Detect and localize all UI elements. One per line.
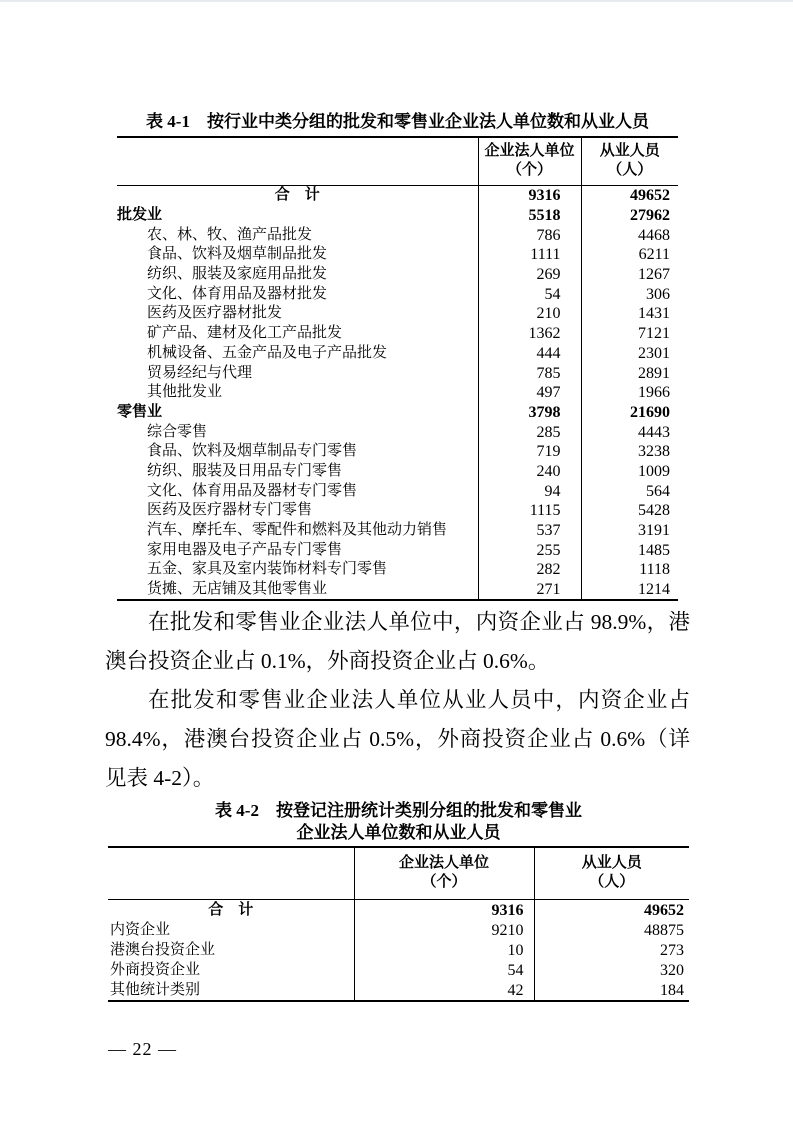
row-label: 零售业	[117, 403, 163, 420]
row-value: 94	[478, 481, 581, 501]
table-row	[117, 501, 678, 521]
row-value: 49652	[581, 186, 678, 206]
row-value: 4468	[581, 225, 678, 245]
row-value: 1966	[581, 383, 678, 403]
table-row	[117, 442, 678, 462]
row-value: 42	[354, 980, 534, 1001]
row-value: 282	[478, 560, 581, 580]
table-row	[108, 900, 689, 921]
row-label: 货摊、无店铺及其他零售业	[147, 581, 328, 598]
row-value: 271	[478, 580, 581, 601]
row-value: 1009	[581, 462, 678, 482]
table-row	[108, 940, 689, 960]
header-units-line1: 企业法人单位	[484, 143, 575, 159]
row-value: 9210	[354, 920, 534, 940]
row-label: 食品、饮料及烟草制品专门零售	[147, 443, 358, 460]
table1-header-units	[478, 137, 581, 186]
row-value: 54	[478, 284, 581, 304]
table-row	[117, 540, 678, 560]
table-row	[117, 225, 678, 245]
header-units-line2: （个）	[421, 874, 467, 890]
row-value: 10	[354, 940, 534, 960]
body-paragraph-1: 在批发和零售业企业法人单位中，内资企业占 98.9%，港澳台投资企业占 0.1%，外商投资企业占 0.6%。	[105, 610, 690, 673]
header-units-line1: 企业法人单位	[398, 855, 489, 871]
row-value: 285	[478, 422, 581, 442]
table1	[117, 136, 678, 601]
table-row	[117, 580, 678, 601]
row-value: 210	[478, 304, 581, 324]
table-row	[117, 206, 678, 226]
row-label: 外商投资企业	[110, 961, 201, 978]
table2-title-line2: 企业法人单位数和从业人员	[296, 823, 501, 842]
body-paragraph-2: 在批发和零售业企业法人单位从业人员中，内资企业占 98.4%，港澳台投资企业占 0.5%，外商投资企业占 0.6%（详见表 4-2）。	[105, 688, 690, 790]
row-value: 48875	[534, 920, 689, 940]
row-value: 1111	[478, 245, 581, 265]
table-row	[117, 383, 678, 403]
header-persons-line2: （人）	[607, 162, 653, 178]
table2-title-line1: 表 4-2 按登记注册统计类别分组的批发和零售业	[215, 801, 582, 820]
row-value: 3798	[478, 403, 581, 423]
row-value: 1118	[581, 560, 678, 580]
row-value: 719	[478, 442, 581, 462]
header-persons-line1: 从业人员	[599, 143, 660, 159]
row-value: 240	[478, 462, 581, 482]
row-value: 320	[534, 960, 689, 980]
table-row	[108, 960, 689, 980]
row-value: 21690	[581, 403, 678, 423]
table-row	[108, 920, 689, 940]
row-label: 医药及医疗器材批发	[147, 305, 283, 322]
table1-body	[117, 186, 678, 601]
table-row	[117, 363, 678, 383]
row-value: 49652	[534, 900, 689, 921]
row-value: 27962	[581, 206, 678, 226]
row-value: 1362	[478, 324, 581, 344]
table2-header-units	[354, 847, 534, 900]
row-value: 444	[478, 344, 581, 364]
row-label: 其他统计类别	[110, 981, 201, 998]
table2-body	[108, 900, 689, 1002]
table-row	[117, 324, 678, 344]
row-value: 1214	[581, 580, 678, 601]
row-value: 537	[478, 521, 581, 541]
table-row	[117, 481, 678, 501]
table-row	[117, 403, 678, 423]
row-value: 9316	[354, 900, 534, 921]
row-value: 2301	[581, 344, 678, 364]
row-label: 农、林、牧、渔产品批发	[147, 226, 313, 243]
table2-header-category	[108, 847, 354, 900]
table1-header-row	[117, 137, 678, 186]
table2	[108, 846, 689, 1002]
row-value: 785	[478, 363, 581, 383]
table1-header-persons	[581, 137, 678, 186]
row-value: 2891	[581, 363, 678, 383]
row-label: 食品、饮料及烟草制品批发	[147, 246, 328, 263]
header-persons-line1: 从业人员	[581, 855, 642, 871]
row-label: 机械设备、五金产品及电子产品批发	[147, 344, 388, 361]
table-row	[117, 265, 678, 285]
table-row	[117, 422, 678, 442]
row-value: 4443	[581, 422, 678, 442]
row-label: 批发业	[117, 207, 163, 224]
header-units-line2: （个）	[506, 162, 552, 178]
row-label: 文化、体育用品及器材专门零售	[147, 482, 358, 499]
table-row	[117, 462, 678, 482]
row-value: 5518	[478, 206, 581, 226]
table-row	[108, 980, 689, 1001]
row-value: 786	[478, 225, 581, 245]
row-label: 文化、体育用品及器材批发	[147, 285, 328, 302]
page-edge-line	[0, 0, 793, 2]
row-value: 269	[478, 265, 581, 285]
table2-title	[108, 800, 689, 844]
row-value: 306	[581, 284, 678, 304]
body-text	[105, 603, 690, 798]
row-label: 纺织、服装及日用品专门零售	[147, 462, 343, 479]
row-value: 6211	[581, 245, 678, 265]
table-row	[117, 560, 678, 580]
row-value: 9316	[478, 186, 581, 206]
row-label: 医药及医疗器材专门零售	[147, 502, 313, 519]
row-label: 合 计	[274, 187, 320, 204]
row-value: 7121	[581, 324, 678, 344]
row-label: 纺织、服装及家庭用品批发	[147, 266, 328, 283]
table-row	[117, 245, 678, 265]
table1-title: 表 4-1 按行业中类分组的批发和零售业企业法人单位数和从业人员	[146, 112, 649, 131]
row-label: 内资企业	[110, 921, 171, 938]
row-value: 54	[354, 960, 534, 980]
table-row	[117, 521, 678, 541]
row-value: 255	[478, 540, 581, 560]
row-value: 497	[478, 383, 581, 403]
table-row	[117, 344, 678, 364]
row-value: 1267	[581, 265, 678, 285]
row-value: 1431	[581, 304, 678, 324]
row-value: 1485	[581, 540, 678, 560]
table2-header-persons	[534, 847, 689, 900]
row-label: 家用电器及电子产品专门零售	[147, 541, 343, 558]
row-value: 564	[581, 481, 678, 501]
row-value: 3238	[581, 442, 678, 462]
table-row	[117, 284, 678, 304]
row-value: 3191	[581, 521, 678, 541]
row-label: 综合零售	[147, 423, 208, 440]
row-value: 184	[534, 980, 689, 1001]
row-value: 1115	[478, 501, 581, 521]
table2-header-row	[108, 847, 689, 900]
row-label: 贸易经纪与代理	[147, 364, 253, 381]
row-label: 港澳台投资企业	[110, 941, 216, 958]
table1-header-category	[117, 137, 478, 186]
row-value: 5428	[581, 501, 678, 521]
row-label: 其他批发业	[147, 384, 223, 401]
row-value: 273	[534, 940, 689, 960]
header-persons-line2: （人）	[589, 874, 635, 890]
page-number: — 22 —	[108, 1039, 177, 1059]
row-label: 汽车、摩托车、零配件和燃料及其他动力销售	[147, 522, 448, 539]
row-label: 矿产品、建材及化工产品批发	[147, 325, 343, 342]
row-label: 五金、家具及室内装饰材料专门零售	[147, 561, 388, 578]
row-label: 合 计	[208, 901, 254, 918]
table-row	[117, 186, 678, 206]
table-row	[117, 304, 678, 324]
